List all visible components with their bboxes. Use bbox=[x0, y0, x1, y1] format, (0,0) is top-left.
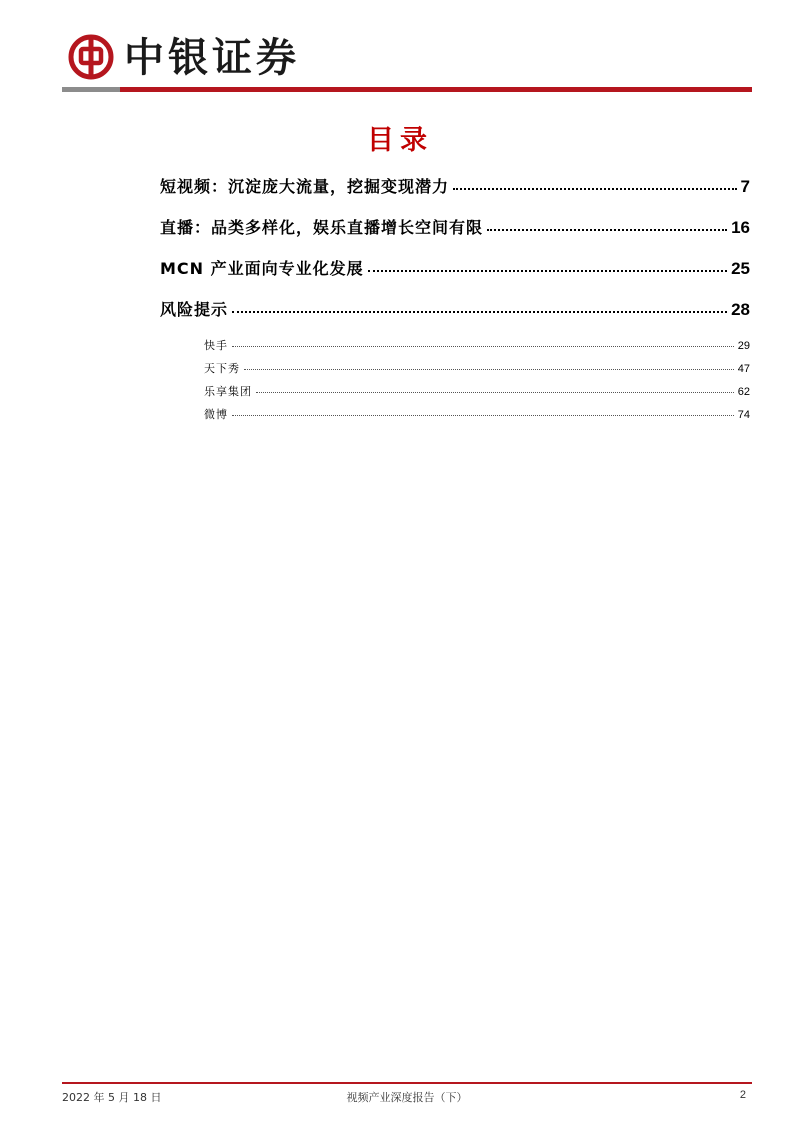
toc-dot-leader bbox=[232, 310, 727, 313]
toc-entry-mcn[interactable] bbox=[160, 254, 750, 295]
toc-subentry-kuaishou[interactable] bbox=[204, 336, 750, 359]
toc-entry-page: 16 bbox=[731, 218, 750, 237]
toc-subentry-page: 47 bbox=[737, 363, 750, 375]
toc-subentry-title: 快手 bbox=[204, 339, 228, 352]
toc-dot-leader bbox=[232, 414, 734, 416]
toc-dot-leader bbox=[244, 368, 734, 370]
toc-dot-leader bbox=[453, 187, 737, 190]
toc-subentry-page: 29 bbox=[737, 340, 750, 352]
toc-subentry-lexiang[interactable] bbox=[204, 382, 750, 405]
toc-dot-leader bbox=[487, 228, 727, 231]
toc-entry-live-streaming[interactable] bbox=[160, 213, 750, 254]
footer-page-number: 2 bbox=[739, 1088, 746, 1101]
toc-subentry-weibo[interactable] bbox=[204, 405, 750, 428]
toc-entry-short-video[interactable] bbox=[160, 172, 750, 213]
table-of-contents bbox=[160, 172, 750, 428]
footer-rule bbox=[62, 1082, 752, 1084]
bank-of-china-logo-icon bbox=[68, 34, 114, 80]
toc-subentry-title: 微博 bbox=[204, 408, 228, 421]
toc-entry-title: 直播：品类多样化，娱乐直播增长空间有限 bbox=[160, 218, 484, 237]
page-header bbox=[62, 26, 752, 96]
toc-entry-page: 7 bbox=[740, 177, 750, 196]
toc-entry-page: 25 bbox=[731, 259, 750, 278]
toc-title: 目录 bbox=[367, 125, 433, 156]
brand-name: 中银证券 bbox=[124, 34, 300, 81]
toc-subentry-title: 乐享集团 bbox=[204, 385, 252, 398]
toc-entry-page: 28 bbox=[731, 300, 750, 319]
toc-entry-risk[interactable] bbox=[160, 295, 750, 336]
toc-subentry-tianxiaxiu[interactable] bbox=[204, 359, 750, 382]
toc-subentry-page: 74 bbox=[737, 409, 750, 421]
toc-dot-leader bbox=[232, 345, 734, 347]
page-footer bbox=[62, 1082, 752, 1107]
toc-dot-leader bbox=[368, 269, 727, 272]
footer-date: 2022 年 5 月 18 日 bbox=[62, 1090, 162, 1104]
header-rule-gray bbox=[62, 87, 120, 92]
header-rule-red bbox=[120, 87, 752, 92]
toc-entry-title: 风险提示 bbox=[160, 300, 229, 319]
toc-subentry-page: 62 bbox=[737, 386, 750, 398]
toc-entry-title: 短视频：沉淀庞大流量，挖掘变现潜力 bbox=[160, 177, 450, 196]
footer-report-title: 视频产业深度报告（下） bbox=[346, 1090, 468, 1104]
toc-entry-title: MCN 产业面向专业化发展 bbox=[160, 259, 364, 278]
toc-dot-leader bbox=[256, 391, 734, 393]
toc-subentry-title: 天下秀 bbox=[204, 362, 240, 375]
